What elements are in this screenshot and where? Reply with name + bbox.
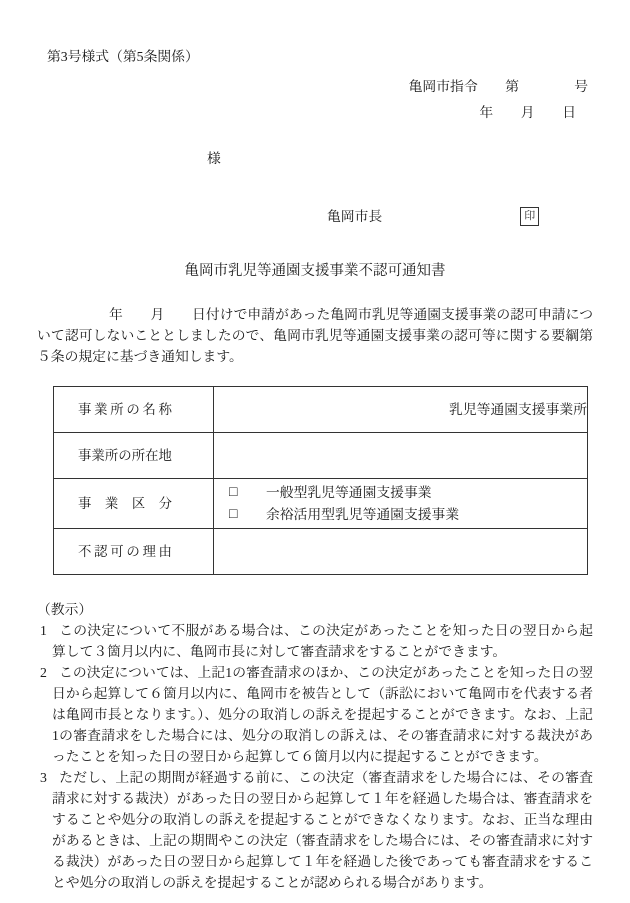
option-surplus-label: 余裕活用型乳児等通園支援事業 bbox=[266, 506, 460, 522]
issuer-name: 亀岡市長 bbox=[327, 209, 383, 224]
table-row-business-category bbox=[54, 479, 588, 529]
instruction-item-2 bbox=[37, 662, 593, 767]
option-surplus bbox=[214, 504, 587, 526]
value-denial-reason bbox=[214, 529, 588, 575]
value-business-name: 乳児等通園支援事業所 bbox=[214, 387, 588, 433]
instructions-section bbox=[37, 599, 593, 893]
table-row-business-name bbox=[54, 387, 588, 433]
addressee-honorific: 様 bbox=[207, 151, 221, 166]
checkbox-general-icon: □ bbox=[229, 484, 238, 500]
label-business-address: 事 業 所 の 所 在 地 bbox=[78, 448, 172, 463]
label-denial-reason: 不 認 可 の 理 由 bbox=[78, 544, 172, 559]
notice-table bbox=[53, 386, 588, 575]
instruction-number-2: 2 bbox=[40, 665, 47, 680]
instruction-number-3: 3 bbox=[40, 770, 47, 785]
body-paragraph: 年 月 日付けで申請があった亀岡市乳児等通園支援事業の認可申請について認可しないこととしましたので、亀岡市乳児等通園支援事業の認可等に関する要綱第５条の規定に基づき通知します。 bbox=[37, 307, 593, 364]
instruction-text-3: ただし、上記の期間が経過する前に、この決定（審査請求をした場合には、その審査請求に対する裁決）があった日の翌日から起算して１年を経過した場合は、審査請求をすることや処分の取消しの訴えを提起することができなくなります。なお、正当な理由があるときは、上記の期間やこの決定（審査請求をした場合には、その審査請求に対する裁決）があった日の翌日から起算して１年を経過した後であっても審査請求をすることや処分の取消しの訴えを提起することが認められる場合があります。 bbox=[52, 770, 593, 890]
value-business-category bbox=[214, 479, 588, 529]
form-number: 第3号様式（第5条関係） bbox=[47, 49, 199, 64]
table-row-denial-reason bbox=[54, 529, 588, 575]
value-business-address bbox=[214, 433, 588, 479]
label-business-category: 事 業 区 分 bbox=[78, 496, 172, 511]
instruction-item-1 bbox=[37, 620, 593, 662]
instruction-text-2: この決定については、上記1の審査請求のほか、この決定があったことを知った日の翌日から起算して６箇月以内に、亀岡市を被告として（訴訟において亀岡市を代表する者は亀岡市長となります。）、処分の取消しの訴えを提起することができます。なお、上記1の審査請求をした場合には、処分の取消しの訴えは、その審査請求に対する裁決があったことを知った日の翌日から起算して６箇月以内に提起することができます。 bbox=[52, 665, 593, 764]
directive-date-line: 年 月 日 bbox=[479, 105, 576, 120]
checkbox-surplus-icon: □ bbox=[229, 506, 238, 522]
option-general bbox=[214, 482, 587, 504]
document-title: 亀岡市乳児等通園支援事業不認可通知書 bbox=[184, 263, 446, 279]
issuer-line bbox=[327, 206, 593, 227]
instruction-item-3 bbox=[37, 767, 593, 893]
instruction-number-1: 1 bbox=[40, 623, 47, 638]
seal-mark-icon: 印 bbox=[520, 207, 539, 226]
label-business-name: 事 業 所 の 名 称 bbox=[78, 402, 172, 417]
instruction-text-1: この決定について不服がある場合は、この決定があったことを知った日の翌日から起算して３箇月以内に、亀岡市長に対して審査請求をすることができます。 bbox=[52, 623, 593, 659]
table-row-business-address bbox=[54, 433, 588, 479]
option-general-label: 一般型乳児等通園支援事業 bbox=[266, 484, 432, 500]
directive-block bbox=[37, 74, 593, 126]
directive-number-line: 亀岡市指令 第 号 bbox=[408, 79, 588, 94]
instructions-heading: （教示） bbox=[37, 602, 93, 617]
